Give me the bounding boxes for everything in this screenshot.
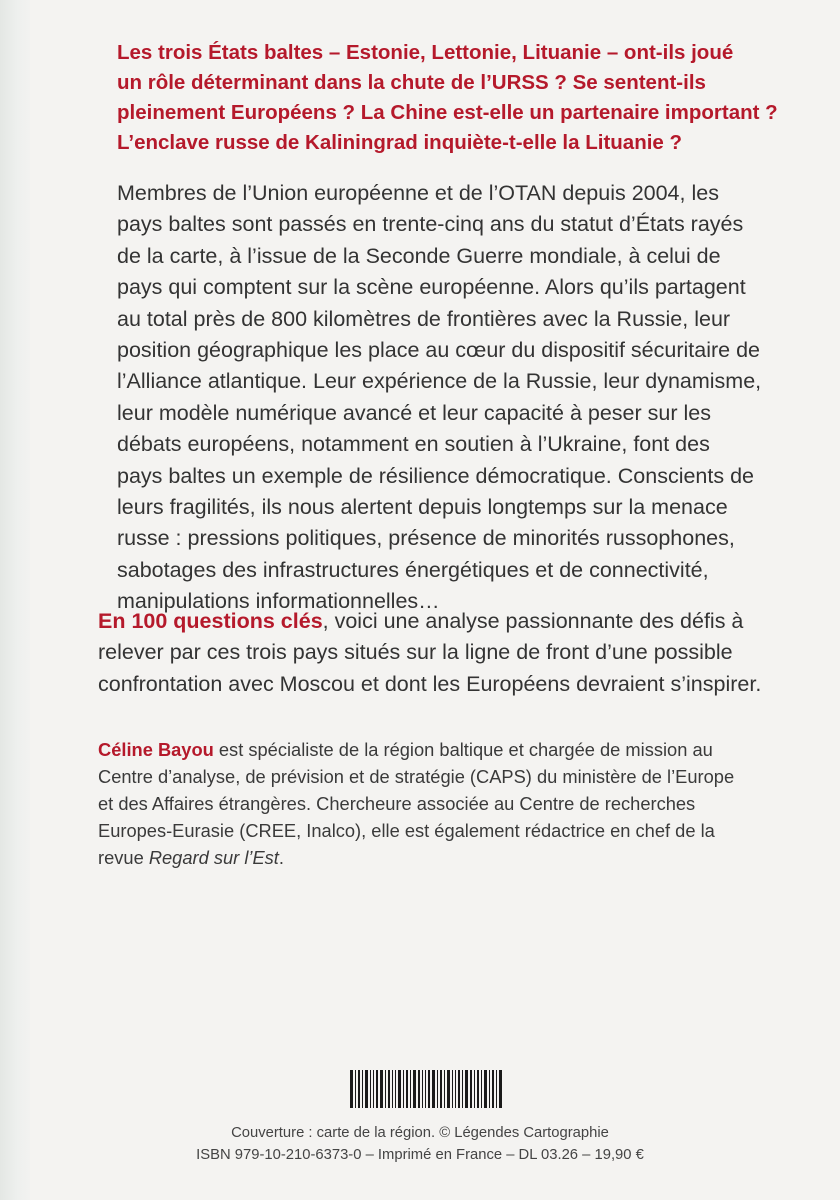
- lead-line: L’enclave russe de Kaliningrad inquiète-t-elle la Lituanie ?: [117, 131, 683, 154]
- bio-text: revue: [98, 847, 149, 868]
- promo-line: confrontation avec Moscou et dont les Européens devraient s’inspirer.: [98, 671, 762, 696]
- promo-line: [98, 606, 758, 637]
- bio-line: [98, 844, 778, 871]
- blurb-line: russe : pressions politiques, présence de minorités russophones,: [117, 526, 735, 551]
- blurb-line: manipulations informationnelles…: [117, 589, 440, 614]
- journal-title: Regard sur l’Est: [148, 847, 279, 868]
- blurb-line: position géographique les place au cœur du dispositif sécuritaire de: [117, 338, 760, 363]
- promo-paragraph: [98, 606, 762, 700]
- author-bio: [98, 736, 778, 871]
- blurb-line: au total près de 800 kilomètres de frontières avec la Russie, leur: [117, 306, 731, 331]
- lead-line: pleinement Européens ? La Chine est-elle un partenaire important ?: [117, 101, 778, 124]
- bio-line: Europes-Eurasie (CREE, Inalco), elle est également rédactrice en chef de la: [98, 820, 715, 841]
- lead-questions: [117, 38, 778, 158]
- bio-text: est spécialiste de la région baltique et chargée de mission au: [213, 739, 713, 760]
- blurb-paragraph: [117, 178, 767, 618]
- blurb-line: débats européens, notamment en soutien à l’Ukraine, font des: [117, 432, 710, 457]
- author-name: Céline Bayou: [98, 739, 214, 760]
- blurb-line: l’Alliance atlantique. Leur expérience de la Russie, leur dynamisme,: [117, 369, 762, 394]
- blurb-line: pays baltes un exemple de résilience démocratique. Conscients de: [117, 463, 755, 488]
- isbn-line: ISBN 979-10-210-6373-0 – Imprimé en France – DL 03.26 – 19,90 €: [196, 1147, 644, 1163]
- promo-highlight: En 100 questions clés: [98, 609, 323, 633]
- bio-line: et des Affaires étrangères. Chercheure associée au Centre de recherches: [98, 793, 696, 814]
- bio-line: Centre d’analyse, de prévision et de stratégie (CAPS) du ministère de l’Europe: [98, 766, 735, 787]
- promo-line: relever par ces trois pays situés sur la ligne de front d’une possible: [98, 640, 733, 665]
- blurb-line: de la carte, à l’issue de la Seconde Guerre mondiale, à celui de: [117, 243, 721, 268]
- bio-line: [98, 736, 778, 763]
- cover-credit: Couverture : carte de la région. © Légendes Cartographie: [231, 1125, 609, 1141]
- promo-text: , voici une analyse passionnante des défis à: [322, 609, 744, 633]
- blurb-line: pays baltes sont passés en trente-cinq ans du statut d’États rayés: [117, 212, 744, 237]
- footer-credits: [0, 1122, 840, 1166]
- blurb-line: Membres de l’Union européenne et de l’OTAN depuis 2004, les: [117, 181, 719, 205]
- lead-line: Les trois États baltes – Estonie, Lettonie, Lituanie – ont-ils joué: [117, 41, 734, 64]
- barcode: [350, 1070, 530, 1108]
- bio-text: .: [278, 847, 284, 868]
- blurb-line: leur modèle numérique avancé et leur capacité à peser sur les: [117, 400, 711, 425]
- blurb-line: sabotages des infrastructures énergétiques et de connectivité,: [117, 557, 709, 582]
- blurb-line: leurs fragilités, ils nous alertent depuis longtemps sur la menace: [117, 495, 728, 520]
- blurb-line: pays qui comptent sur la scène européenne. Alors qu’ils partagent: [117, 275, 746, 300]
- lead-line: un rôle déterminant dans la chute de l’URSS ? Se sentent-ils: [117, 71, 706, 94]
